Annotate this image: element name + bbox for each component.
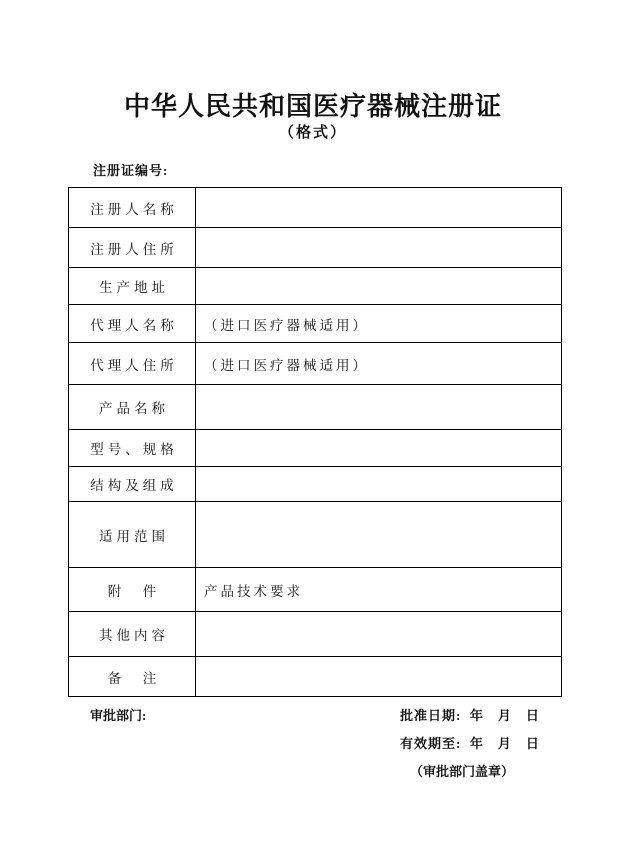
field-value-agent-address: （进口医疗器械适用） [196, 343, 562, 385]
field-label-production-address: 生产地址 [69, 268, 196, 305]
row-structure-composition [69, 467, 562, 502]
field-value-registrant-name [196, 188, 562, 228]
field-value-production-address [196, 268, 562, 305]
field-value-remarks [196, 657, 562, 697]
field-label-registrant-address: 注册人住所 [69, 228, 196, 268]
field-label-other-content: 其他内容 [69, 612, 196, 657]
field-value-model-spec [196, 430, 562, 467]
field-label-attachment: 附 件 [69, 568, 196, 612]
field-label-agent-address: 代理人住所 [69, 343, 196, 385]
field-value-agent-name: （进口医疗器械适用） [196, 305, 562, 343]
row-registrant-address [69, 228, 562, 268]
field-value-product-name [196, 385, 562, 430]
field-value-scope-of-application [196, 502, 562, 568]
valid-until-line: 有效期至: 年 月 日 [400, 736, 540, 751]
field-label-scope-of-application: 适用范围 [69, 502, 196, 568]
seal-note: （审批部门盖章） [410, 764, 515, 779]
field-label-model-spec: 型号、规格 [69, 430, 196, 467]
page-subtitle: （格式） [278, 125, 347, 141]
field-label-remarks: 备 注 [69, 657, 196, 697]
page-title: 中华人民共和国医疗器械注册证 [123, 92, 502, 121]
row-other-content [69, 612, 562, 657]
approval-department-label: 审批部门: [90, 708, 147, 723]
field-label-agent-name: 代理人名称 [69, 305, 196, 343]
footer-dates-block [400, 705, 540, 789]
certificate-number-label: 注册证编号: [93, 163, 169, 178]
row-production-address [69, 268, 562, 305]
field-value-registrant-address [196, 228, 562, 268]
field-value-attachment: 产品技术要求 [196, 568, 562, 612]
row-registrant-name [69, 188, 562, 228]
field-value-other-content [196, 612, 562, 657]
row-agent-name [69, 305, 562, 343]
row-remarks [69, 657, 562, 697]
field-label-registrant-name: 注册人名称 [69, 188, 196, 228]
row-model-spec [69, 430, 562, 467]
row-product-name [69, 385, 562, 430]
field-label-product-name: 产品名称 [69, 385, 196, 430]
row-scope-of-application [69, 502, 562, 568]
field-value-structure-composition [196, 467, 562, 502]
row-agent-address [69, 343, 562, 385]
approval-date-line: 批准日期: 年 月 日 [400, 708, 540, 723]
row-attachment [69, 568, 562, 612]
certificate-form-table [68, 187, 562, 697]
field-label-structure-composition: 结构及组成 [69, 467, 196, 502]
